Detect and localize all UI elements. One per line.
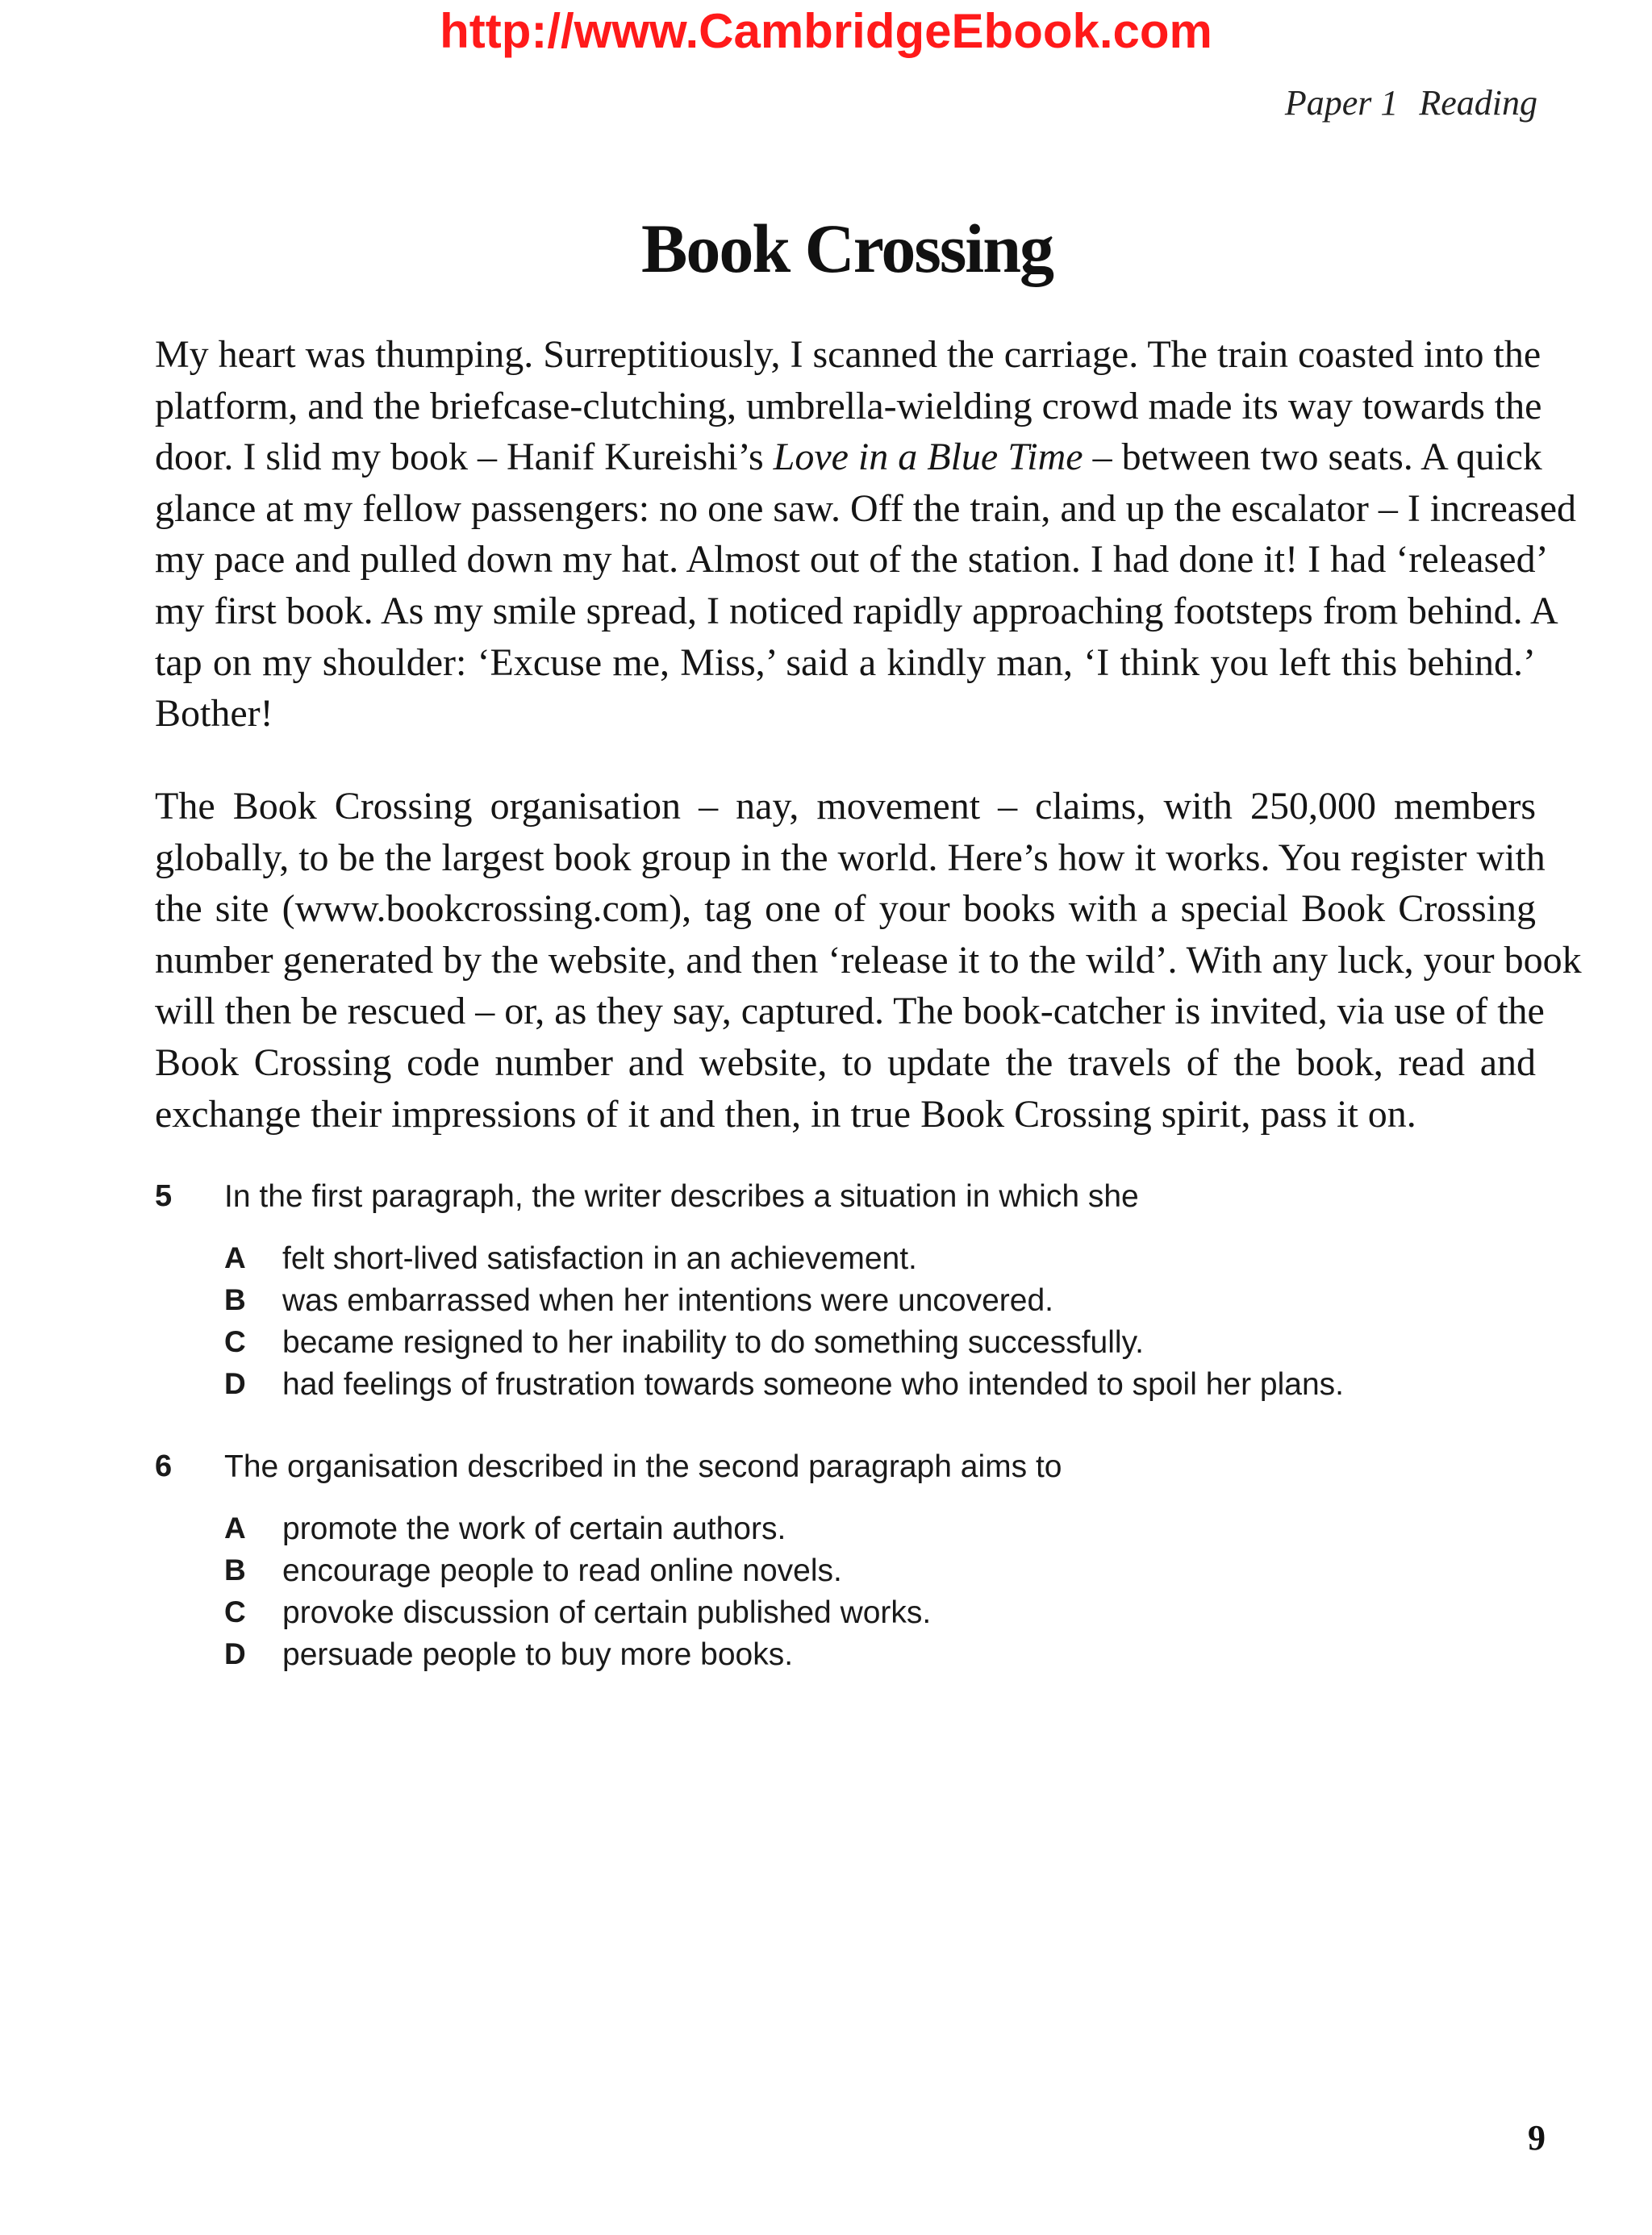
question-stem: In the first paragraph, the writer describes a situation in which she — [224, 1179, 1139, 1214]
paragraph-line: exchange their impressions of it and then, in true Book Crossing spirit, pass it on. — [155, 1092, 1416, 1136]
paragraph-line: tap on my shoulder: ‘Excuse me, Miss,’ said a kindly man, ‘I think you left this behind.’ — [155, 640, 1536, 684]
option-letter: B — [224, 1553, 246, 1587]
option-letter: D — [224, 1637, 246, 1670]
paragraph-line: Book Crossing code number and website, to update the travels of the book, read and — [155, 1040, 1536, 1084]
option-text: provoke discussion of certain published works. — [282, 1595, 932, 1630]
paragraph-1 — [155, 329, 1577, 740]
paragraph-line: My heart was thumping. Surreptitiously, I scanned the carriage. The train coasted into the — [155, 333, 1541, 376]
option-letter: C — [224, 1325, 246, 1358]
option-letter: A — [224, 1241, 246, 1274]
option-text: persuade people to buy more books. — [282, 1637, 794, 1672]
paragraph-line: glance at my fellow passengers: no one saw. Off the train, and up the escalator – I increased — [155, 486, 1577, 530]
option-text: felt short-lived satisfaction in an achievement. — [282, 1241, 917, 1276]
section-label: Reading — [1419, 83, 1537, 123]
question-number: 6 — [155, 1449, 173, 1483]
paper-label: Paper 1 — [1284, 83, 1399, 123]
paragraph-line: the site (www.bookcrossing.com), tag one of your books with a special Book Crossing — [155, 887, 1536, 931]
question-stem: The organisation described in the second paragraph aims to — [224, 1449, 1062, 1484]
option-text: was embarrassed when her intentions were uncovered. — [282, 1283, 1054, 1318]
paragraph-line: platform, and the briefcase-clutching, umbrella-wielding crowd made its way towards the — [155, 384, 1542, 427]
option-text: encourage people to read online novels. — [282, 1553, 842, 1588]
book-title-italic: Love in a Blue Time — [773, 436, 1083, 479]
paragraph-line: my pace and pulled down my hat. Almost out of the station. I had done it! I had ‘released’ — [155, 538, 1549, 582]
paragraph-line: will then be rescued – or, as they say, captured. The book-catcher is invited, via use of the — [155, 990, 1545, 1033]
option-text: promote the work of certain authors. — [282, 1512, 786, 1546]
page-number: 9 — [1528, 2118, 1546, 2158]
option-text: became resigned to her inability to do something successfully. — [282, 1325, 1145, 1360]
paragraph-line: Bother! — [155, 692, 273, 736]
option-letter: C — [224, 1595, 246, 1628]
option-letter: D — [224, 1367, 246, 1400]
paragraph-2 — [155, 781, 1582, 1140]
question-number: 5 — [155, 1179, 173, 1213]
option-text: had feelings of frustration towards someone who intended to spoil her plans. — [282, 1367, 1344, 1402]
running-head — [1285, 82, 1537, 123]
paragraph-line: globally, to be the largest book group in the world. Here’s how it works. You register with — [155, 836, 1546, 879]
paragraph-line: my first book. As my smile spread, I noticed rapidly approaching footsteps from behind. A — [155, 589, 1558, 632]
article-title: Book Crossing — [640, 210, 1053, 287]
paragraph-line: The Book Crossing organisation – nay, movement – claims, with 250,000 members — [155, 785, 1536, 828]
watermark-url[interactable]: http://www.CambridgeEbook.com — [440, 4, 1212, 58]
option-letter: B — [224, 1283, 246, 1316]
option-letter: A — [224, 1512, 246, 1545]
paragraph-line: number generated by the website, and then ‘release it to the wild’. With any luck, your book — [155, 938, 1582, 982]
paragraph-line: door. I slid my book – Hanif Kureishi’s Love in a Blue Time – between two seats. A quick — [155, 436, 1542, 479]
